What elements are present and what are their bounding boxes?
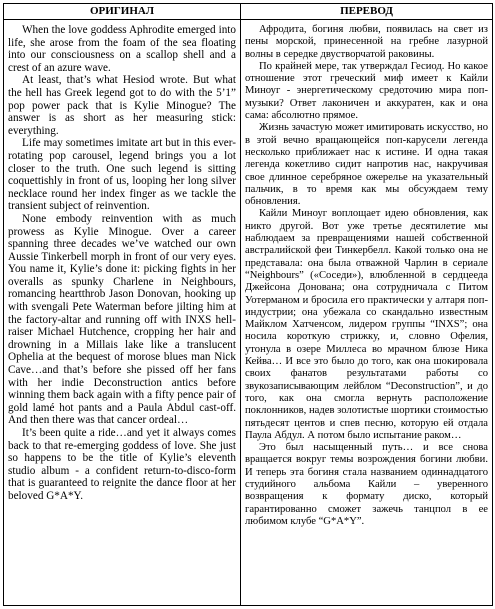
original-paragraph: At least, that’s what Hesiod wrote. But what the hell has Greek legend got to do with the 5’1” pop power pack that is Kylie Minogue? The answer is as short as her measuring stick: everything. [8, 74, 236, 137]
translation-paragraph: Это был насыщенный путь… и все снова вращается вокруг темы возрождения богини любви. И теперь эта богиня стала названием одиннадцатого студийного альбома Кайли – уверенного возвращения к формату диско, который гарантированно сможет зажечь танцпол в ее любимом клубе “G*A*Y”. [245, 442, 488, 527]
parallel-text-table [3, 3, 493, 606]
translation-text-cell [241, 20, 493, 606]
original-column-header: ОРИГИНАЛ [4, 4, 241, 20]
translation-paragraph: Кайли Миноуг воплощает идею обновления, как никто другой. Вот уже третье десятилетие мы наблюдаем за превращениями нашей собственной австралийской феи Тинкербелл. Какой только она не представала: она была отважной Чарлин в сериале “Neighbours” («Соседи»), влюбленной в сердцееда Джейсона Донована; она сотрудничала с Питом Уотерманом и бросила его практически у алтаря поп-индустрии; она убежала со скандально известным Майклом Хатченсом, лидером группы “INXS”; она носила короткую стрижку, и, словно Офелия, утонула в озере Миллеса во мрачном блюзе Ника Кейва… И все это было до того, как она шокировала своих фанатов результатами работы со звукозаписывающим лейблом “Deconstruction”, и до того, как она смогла вернуть расположение поклонников, надев золотистые шортики стоимостью пятьдесят центов и спев песню, которую ей отдала Паула Абдул. А потом было испытание раком… [245, 208, 488, 441]
translation-paragraph: Афродита, богиня любви, появилась на свет из пены морской, принесенной на гребне лазурной волны в середке двустворчатой раковины. [245, 24, 488, 60]
translation-column-header: ПЕРЕВОД [241, 4, 493, 20]
original-paragraph: None embody reinvention with as much prowess as Kylie Minogue. Over a career spanning three decades we’ve watched our own Aussie Tinkerbell morph in front of our very eyes. You name it, Kylie’s done it: picking fights in her overalls as spunky Charlene in Neighbours, romancing heartthrob Jason Donovan, hooking up with svengali Pete Waterman before jilting him at the factory-altar and running off with INXS hell-raiser Michael Hutchence, cropping her hair and drowning in a Millais lake like a translucent Ophelia at the bequest of morose blues man Nick Cave…and that’s before she pissed off her fans with her indie Deconstruction antics before winning them back again with a fifty pence pair of gold lamé hot pants and a Paula Abdul cast-off. And then there was that cancer ordeal… [8, 212, 236, 427]
original-text-cell [4, 20, 241, 606]
translation-paragraph: Жизнь зачастую может имитировать искусство, но в этой вечно вращающейся поп-карусели легенда несколько приближает нас к истине. И одна такая легенда кокетливо сидит напротив нас, накручивая свое длинное серебряное ожерелье на указательный пальчик, в то время как мы обсуждаем тему обновления. [245, 122, 488, 208]
original-paragraph: When the love goddess Aphrodite emerged into life, she arose from the foam of the sea floating into our consciousness on a scallop shell and a crest of an azure wave. [8, 24, 236, 74]
original-paragraph: It’s been quite a ride…and yet it always comes back to that re-emerging goddess of love. She just so happens to be the title of Kylie’s eleventh studio album - a confident return-to-disco-form that is guaranteed to reignite the dance floor at her beloved G*A*Y. [8, 427, 236, 502]
translation-paragraph: По крайней мере, так утверждал Гесиод. Но какое отношение этот греческий миф имеет к Кайли Миноуг - энергетическому средоточию мира поп-музыки? Ответ лаконичен и аккуратен, как и она сама: абсолютно прямое. [245, 60, 488, 122]
table-header-row [4, 4, 493, 20]
original-paragraph: Life may sometimes imitate art but in this ever-rotating pop carousel, legend brings you a lot closer to the truth. One such legend is sitting coquettishly in front of us, looping her long silver necklace round her index finger as we tackle the transient subject of reinvention. [8, 137, 236, 213]
table-body-row [4, 20, 493, 606]
